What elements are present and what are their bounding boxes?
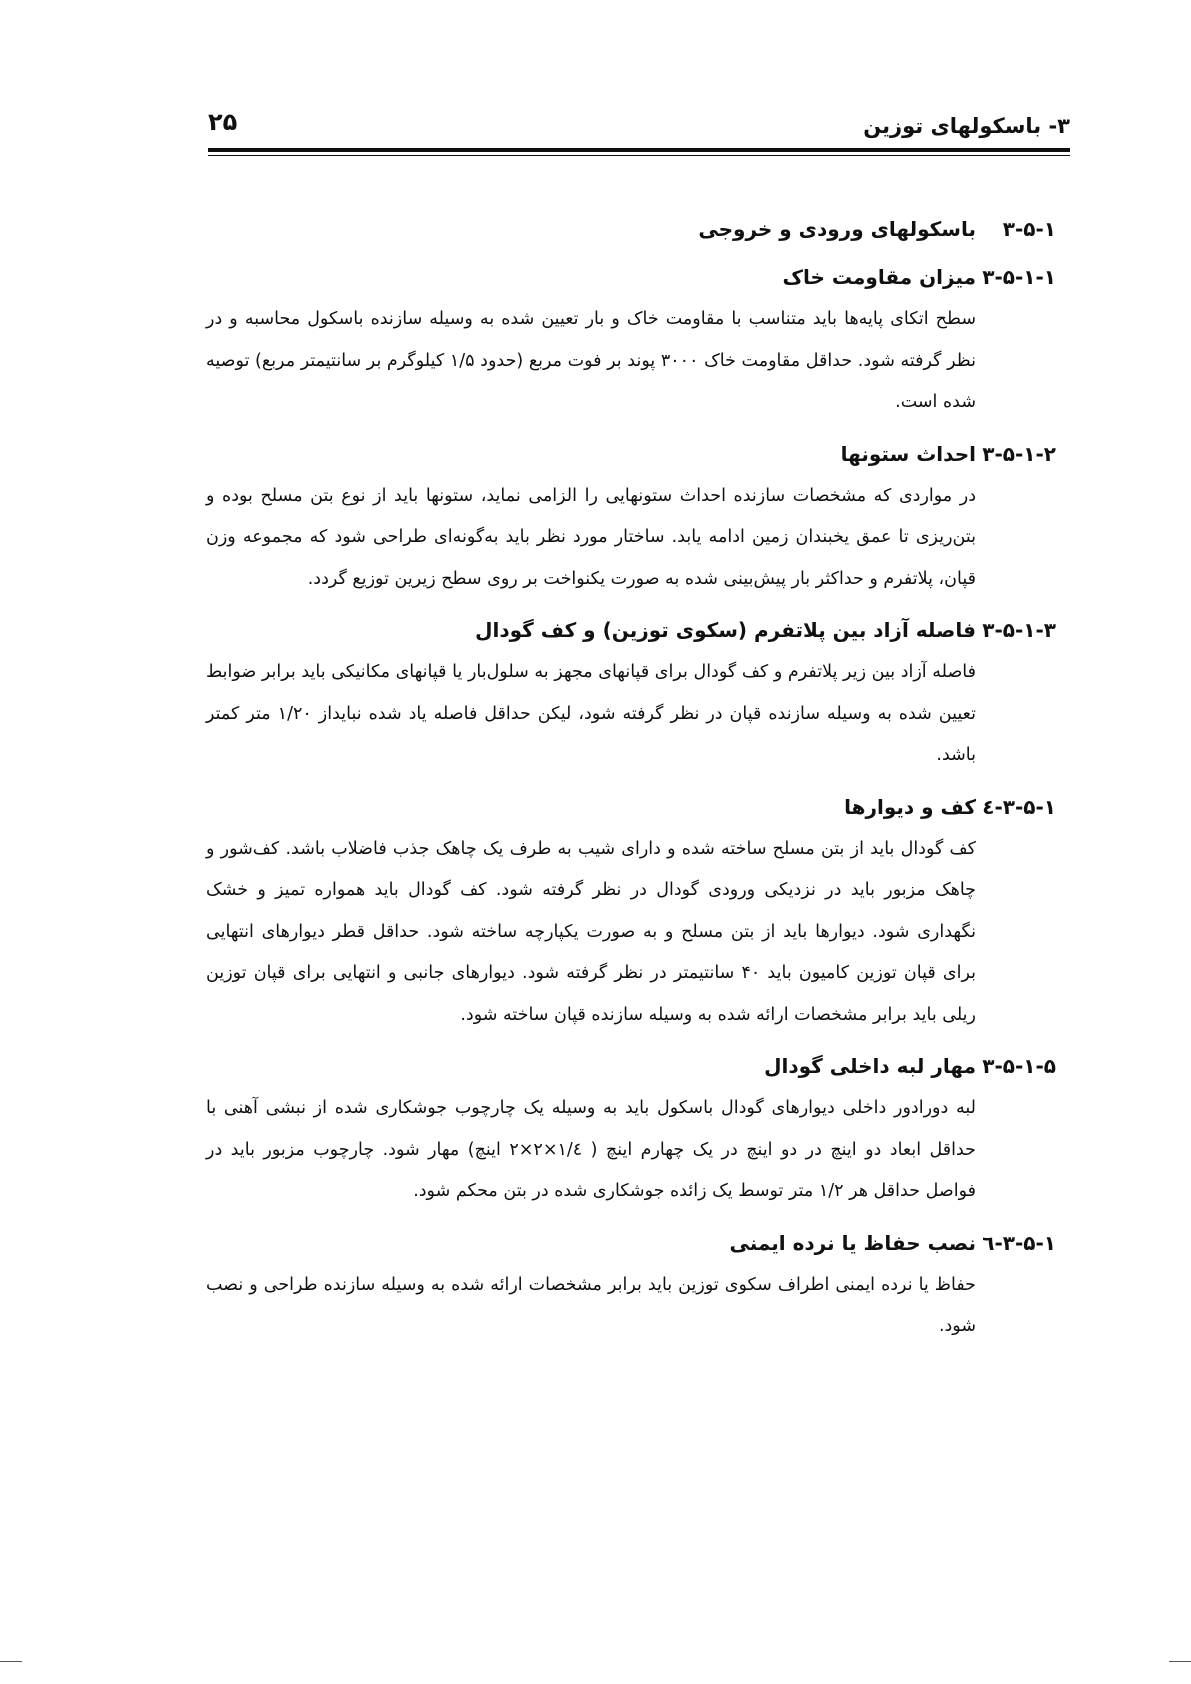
subsection-body: فاصله آزاد بین زیر پلاتفرم و کف گودال برای قپانهای مجهز به سلول‌بار یا قپانهای مکانیکی باید برابر ضوابط تعیین شده به وسیله سازنده قپان در نظر گرفته شود، لیکن حداقل فاصله یاد شده نبایداز ۱/۲۰ متر کمتر باشد.	[206, 662, 976, 765]
subsection-3	[206, 608, 1056, 777]
subsection-heading	[206, 1044, 1056, 1088]
subsection-5	[206, 1044, 1056, 1213]
subsection-heading	[206, 785, 1056, 829]
subsection-title: مهار لبه داخلی گودال	[764, 1054, 976, 1078]
running-header	[208, 108, 1070, 148]
subsection-2	[206, 432, 1056, 601]
subsection-number: ۳-۵-۱-۳	[982, 618, 1056, 642]
header-rule-thin	[208, 155, 1070, 156]
subsection-body: کف گودال باید از بتن مسلح ساخته شده و دارای شیب به طرف یک چاهک جذب فاضلاب باشد. کف‌شور و چاهک مزبور باید در نزدیکی ورودی گودال در نظر گرفته شود. کف گودال باید همواره تمیز و خشک نگهداری شود. دیوارها باید از بتن مسلح و به صورت یکپارچه ساخته شود. حداقل قطر دیوارهای انتهایی برای قپان توزین کامیون باید ۴۰ سانتیمتر در نظر گرفته شود. دیوارهای جانبی و انتهایی برای قپان توزین ریلی باید برابر مشخصات ارائه شده به وسیله سازنده قپان ساخته شود.	[206, 838, 976, 1025]
subsection-title: احداث ستونها	[840, 441, 976, 466]
subsection-4	[206, 785, 1056, 1037]
footer-crop-mark-right	[1169, 1661, 1191, 1662]
subsection-heading	[206, 432, 1056, 476]
chapter-title: ۳- باسکولهای توزین	[863, 114, 1070, 138]
subsection-heading	[206, 608, 1056, 652]
subsection-title: فاصله آزاد بین پلاتفرم (سکوی توزین) و کف گودال	[475, 618, 976, 642]
subsection-number: ۳-۵-۱-٤	[982, 794, 1056, 819]
header-rule-thick	[208, 148, 1070, 152]
subsection-body: در مواردی که مشخصات سازنده احداث ستونهایی را الزامی نماید، ستونها باید از نوع بتن مسلح بوده و بتن‌ریزی تا عمق یخبندان زمین ادامه یابد. ساختار مورد نظر باید به‌گونه‌ای طراحی شود که مجموعه وزن قپان، پلاتفرم و حداکثر بار پیش‌بینی شده به صورت یکنواخت بر روی سطح زیرین توزیع گردد.	[206, 485, 976, 589]
footer-crop-mark-left	[0, 1661, 22, 1662]
page-number: ۲۵	[208, 108, 238, 136]
subsection-body: سطح اتکای پایه‌ها باید متناسب با مقاومت خاک و بار تعیین شده به وسیله سازنده باسکول محاسبه و در نظر گرفته شود. حداقل مقاومت خاک ۳۰۰۰ پوند بر فوت مربع (حدود ۱/۵ کیلوگرم بر سانتیمتر مربع) توصیه شده است.	[206, 309, 976, 412]
subsection-title: میزان مقاومت خاک	[782, 265, 976, 289]
subsection-number: ۳-۵-۱-۱	[982, 265, 1056, 289]
subsection-number: ۳-۵-۱-٦	[982, 1230, 1056, 1255]
main-section-heading	[206, 207, 1056, 251]
subsection-title: نصب حفاظ یا نرده ایمنی	[729, 1230, 976, 1255]
subsection-6	[206, 1221, 1056, 1348]
subsection-body: لبه دورادور داخلی دیوارهای گودال باسکول باید به وسیله یک چارچوب جوشکاری شده از نبشی آهنی با حداقل ابعاد دو اینچ در دو اینچ در یک چهارم اینچ ( ۱/٤×۲×۲ اینچ) مهار شود. چارچوب مزبور باید در فواصل حداقل هر ۱/۲ متر توسط یک زائده جوشکاری شده در بتن محکم شود.	[206, 1098, 977, 1201]
subsection-heading	[206, 1221, 1056, 1265]
subsection-body: حفاظ یا نرده ایمنی اطراف سکوی توزین باید برابر مشخصات ارائه شده به وسیله سازنده طراحی و نصب شود.	[206, 1274, 976, 1336]
subsection-number: ۳-۵-۱-۲	[982, 441, 1056, 466]
subsection-number: ۳-۵-۱-۵	[982, 1054, 1056, 1078]
main-section-title: باسکولهای ورودی و خروجی	[698, 217, 976, 241]
subsection-title: کف و دیوارها	[844, 794, 976, 819]
main-section-number: ۳-۵-۱	[1002, 217, 1056, 241]
subsection-heading	[206, 255, 1056, 299]
subsection-1	[206, 255, 1056, 424]
page-content	[206, 207, 1056, 1356]
